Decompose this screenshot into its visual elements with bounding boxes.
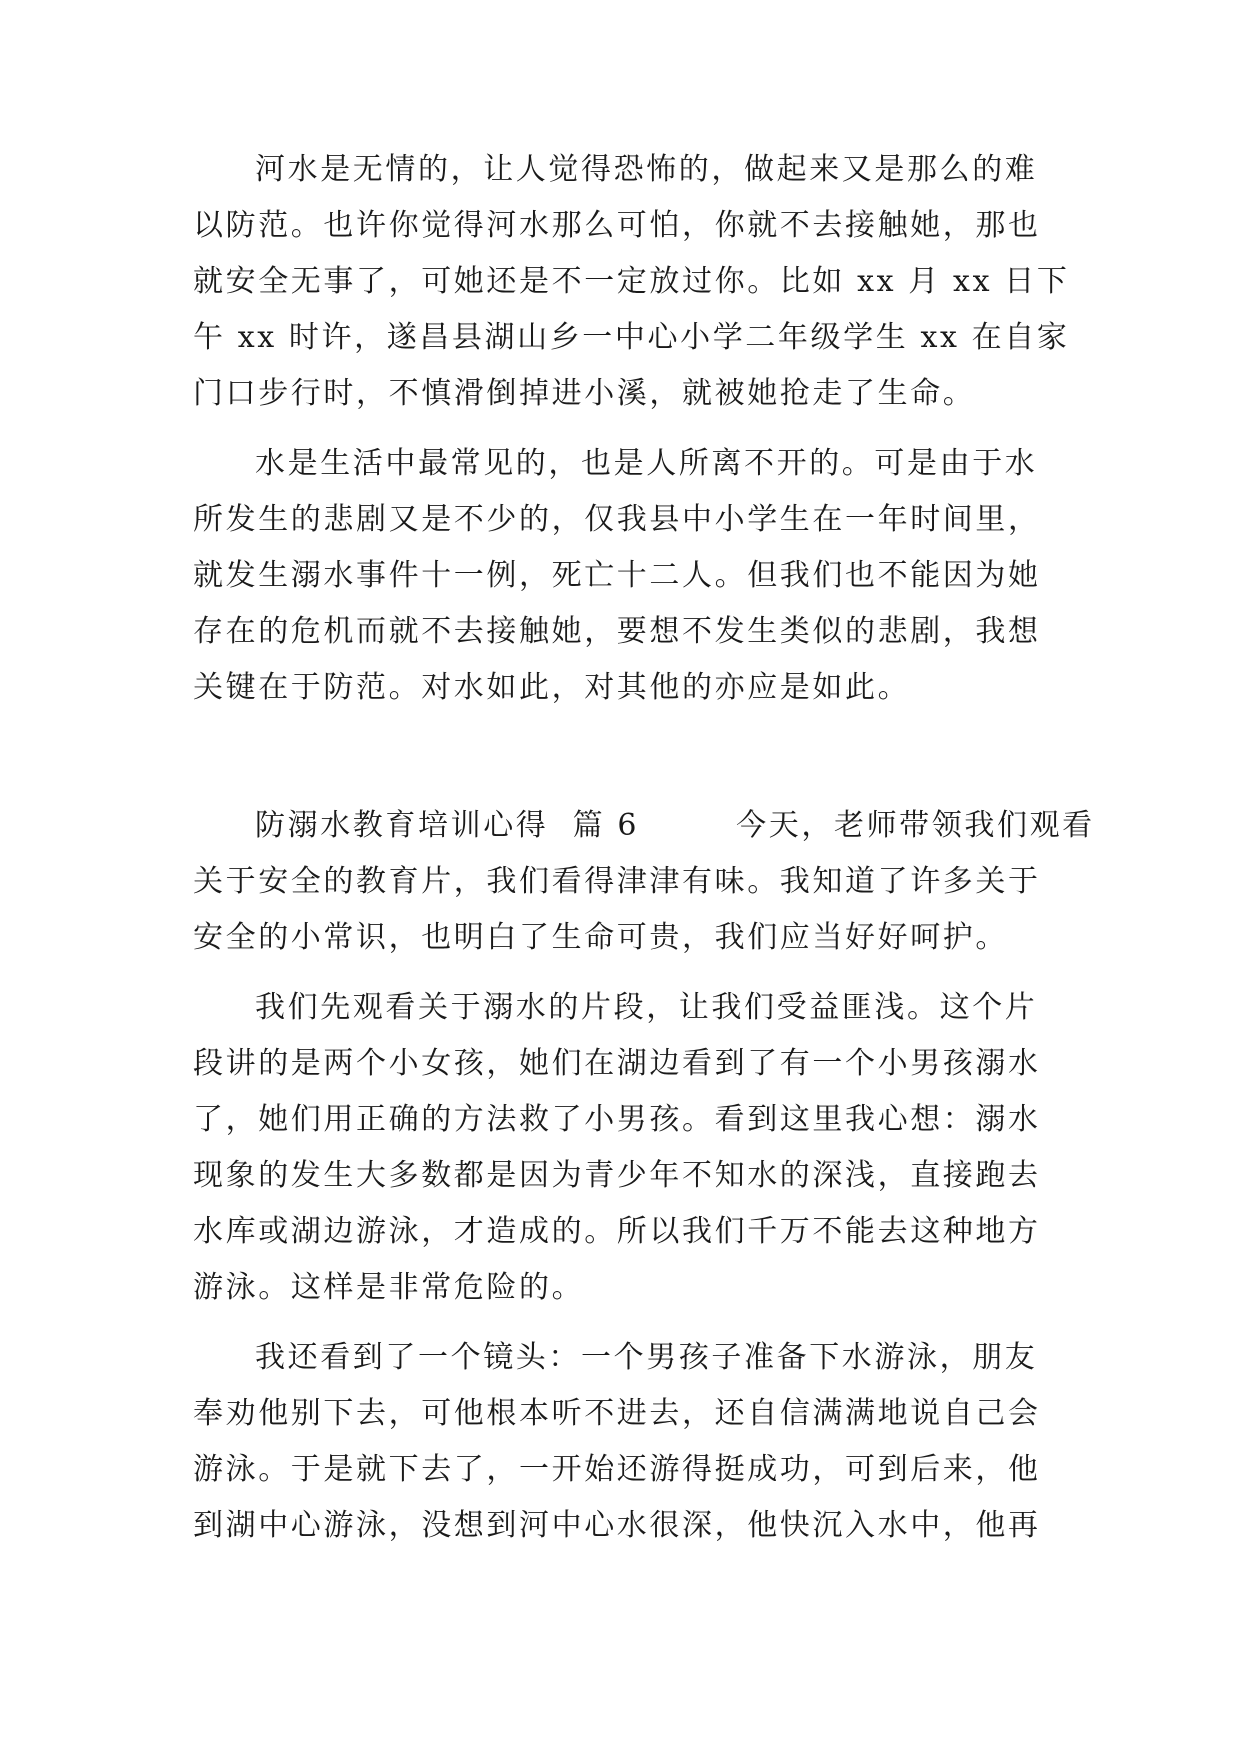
text-line: 以防范。也许你觉得河水那么可怕，你就不去接触她，那也	[193, 208, 1041, 243]
text-line: 我们先观看关于溺水的片段，让我们受益匪浅。这个片	[255, 990, 1038, 1025]
text-line: 门口步行时，不慎滑倒掉进小溪，就被她抢走了生命。	[193, 376, 976, 411]
text-line: 了，她们用正确的方法救了小男孩。看到这里我心想：溺水	[193, 1102, 1041, 1137]
text-line: 安全的小常识，也明白了生命可贵，我们应当好好呵护。	[193, 920, 1008, 955]
text-line: 我还看到了一个镜头：一个男孩子准备下水游泳，朋友	[255, 1340, 1038, 1375]
text-line: 水是生活中最常见的，也是人所离不开的。可是由于水	[255, 446, 1038, 481]
text-line: 就发生溺水事件十一例，死亡十二人。但我们也不能因为她	[193, 558, 1041, 593]
text-line: 游泳。于是就下去了，一开始还游得挺成功，可到后来，他	[193, 1452, 1041, 1487]
text-line: 所发生的悲剧又是不少的，仅我县中小学生在一年时间里，	[193, 502, 1041, 537]
text-line: 关于安全的教育片，我们看得津津有味。我知道了许多关于	[193, 864, 1041, 899]
text-line: 奉劝他别下去，可他根本听不进去，还自信满满地说自己会	[193, 1396, 1041, 1431]
text-line: 现象的发生大多数都是因为青少年不知水的深浅，直接跑去	[193, 1158, 1041, 1193]
section-heading-line: 防溺水教育培训心得 篇 6 今天，老师带领我们观看	[255, 808, 1095, 843]
text-line: 午 xx 时许，遂昌县湖山乡一中心小学二年级学生 xx 在自家	[193, 320, 1070, 355]
text-line: 到湖中心游泳，没想到河中心水很深，他快沉入水中，他再	[193, 1508, 1041, 1543]
text-line: 水库或湖边游泳，才造成的。所以我们千万不能去这种地方	[193, 1214, 1041, 1249]
text-line: 段讲的是两个小女孩，她们在湖边看到了有一个小男孩溺水	[193, 1046, 1041, 1081]
text-line: 游泳。这样是非常危险的。	[193, 1270, 585, 1305]
text-line: 存在的危机而就不去接触她，要想不发生类似的悲剧，我想	[193, 614, 1041, 649]
text-line: 关键在于防范。对水如此，对其他的亦应是如此。	[193, 670, 911, 705]
text-line: 就安全无事了，可她还是不一定放过你。比如 xx 月 xx 日下	[193, 264, 1070, 299]
text-line: 河水是无情的，让人觉得恐怖的，做起来又是那么的难	[255, 152, 1038, 187]
